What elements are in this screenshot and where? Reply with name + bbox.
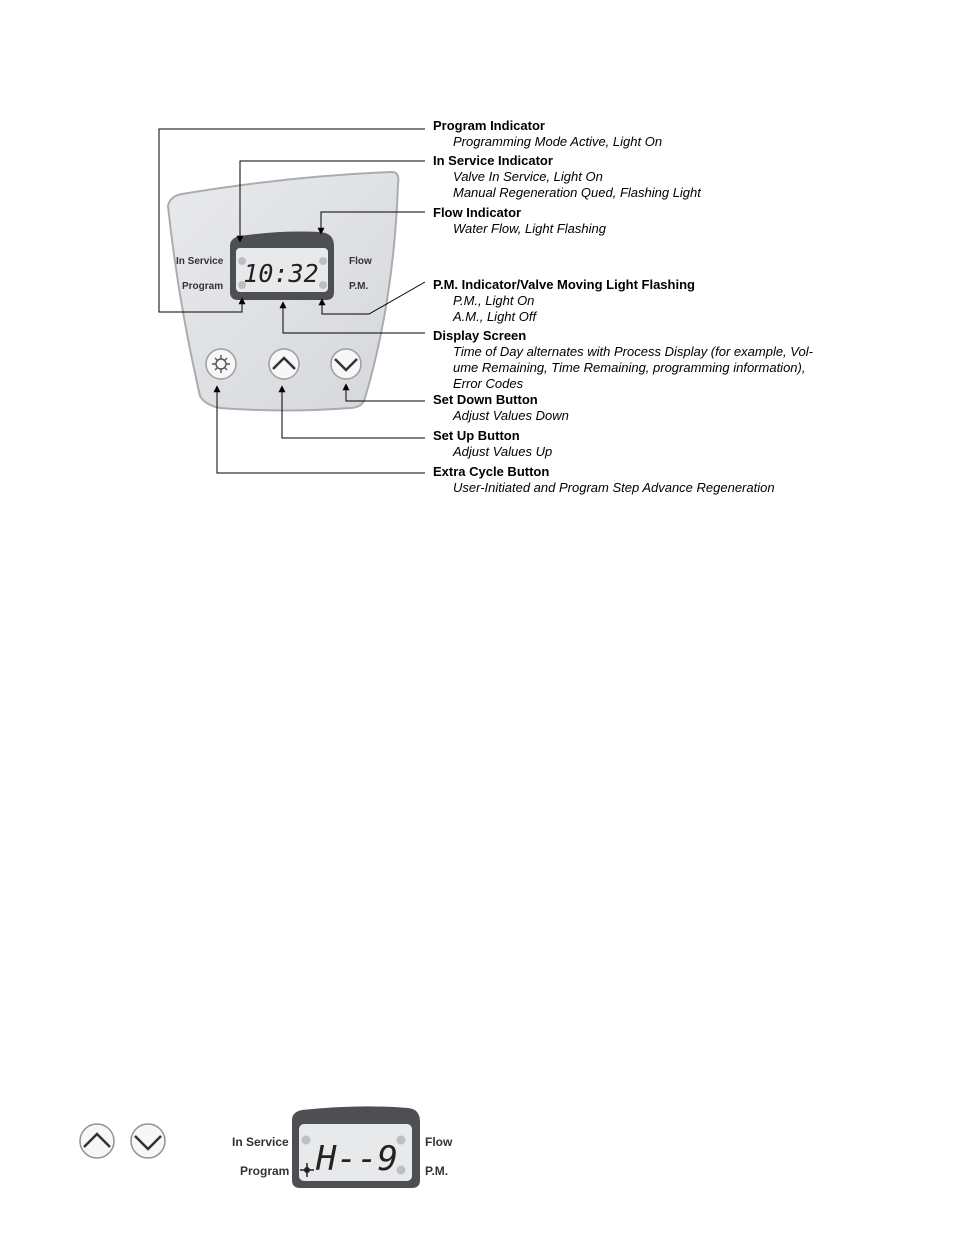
callout-program-indicator	[433, 118, 662, 150]
callout-title: Set Up Button	[433, 428, 520, 443]
bottom-display-screen	[292, 1106, 420, 1188]
pm-light	[319, 281, 327, 289]
display-screen	[230, 232, 334, 301]
callout-line: Adjust Values Up	[453, 444, 553, 459]
callout-line: Programming Mode Active, Light On	[453, 134, 663, 149]
callout-line: Time of Day alternates with Process Display (for example, Vol-	[453, 344, 813, 359]
bottom-program-label: Program	[240, 1164, 290, 1178]
callout-display-screen	[433, 328, 813, 392]
callout-line: Water Flow, Light Flashing	[453, 221, 606, 236]
callout-title: Program Indicator	[433, 118, 545, 133]
set-up-button[interactable]	[269, 349, 299, 379]
callout-line: Adjust Values Down	[453, 408, 569, 423]
callout-line: User-Initiated and Program Step Advance Regeneration	[453, 480, 775, 495]
callout-in-service-indicator	[433, 153, 701, 201]
callout-title: Flow Indicator	[433, 205, 522, 220]
callout-title: Display Screen	[433, 328, 527, 343]
callout-line: A.M., Light Off	[453, 309, 537, 324]
bottom-flow-label: Flow	[425, 1135, 453, 1149]
bottom-pm-label: P.M.	[425, 1164, 449, 1178]
pm-label: P.M.	[349, 281, 369, 292]
set-down-button[interactable]	[331, 349, 361, 379]
callout-line: Manual Regeneration Qued, Flashing Light	[453, 185, 701, 200]
display-readout: 10:32	[243, 259, 319, 288]
extra-cycle-button[interactable]	[206, 349, 236, 379]
in-service-label: In Service	[176, 256, 224, 267]
bottom-set-up-button	[80, 1124, 114, 1158]
callout-set-down-button	[433, 392, 569, 424]
flow-label: Flow	[349, 256, 372, 267]
callout-extra-cycle-button	[433, 464, 775, 496]
callout-flow-indicator	[433, 205, 606, 237]
callout-line: P.M., Light On	[453, 293, 535, 308]
bottom-in-service-label: In Service	[232, 1135, 289, 1149]
bottom-display-readout: H--9	[316, 1139, 398, 1179]
callout-title: Extra Cycle Button	[433, 464, 550, 479]
callout-pm-indicator	[433, 277, 695, 325]
callout-line: Error Codes	[453, 376, 524, 391]
bottom-set-down-button	[131, 1124, 165, 1158]
callout-title: P.M. Indicator/Valve Moving Light Flashing	[433, 277, 695, 292]
program-label: Program	[182, 281, 224, 292]
callout-set-up-button	[433, 428, 552, 460]
callout-line: ume Remaining, Time Remaining, programming information),	[453, 360, 806, 375]
callout-title: In Service Indicator	[433, 153, 553, 168]
callout-line: Valve In Service, Light On	[453, 169, 603, 184]
flow-light	[319, 257, 327, 265]
callout-title: Set Down Button	[433, 392, 538, 407]
